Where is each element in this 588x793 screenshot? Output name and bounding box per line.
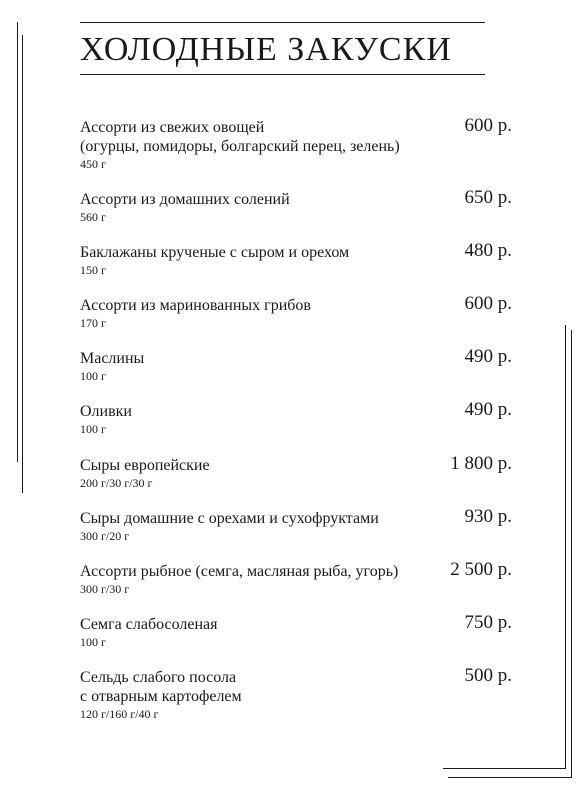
item-price: 1 800 р.: [450, 453, 512, 474]
frame-line-left-inner: [22, 35, 23, 493]
item-price: 490 р.: [464, 346, 512, 367]
item-weight: 300 г/30 г: [80, 582, 130, 596]
item-name-line2: с отварным картофелем: [80, 688, 242, 705]
menu-item: [80, 240, 518, 278]
menu-item: [80, 559, 518, 597]
item-weight: 450 г: [80, 157, 106, 171]
item-weight: 170 г: [80, 316, 106, 330]
item-weight: 100 г: [80, 369, 106, 383]
item-price: 600 р.: [464, 293, 512, 314]
menu-item: [80, 346, 518, 384]
item-weight: 560 г: [80, 210, 106, 224]
item-name: Ассорти из свежих овощей: [80, 119, 265, 136]
item-weight: 120 г/160 г/40 г: [80, 707, 159, 721]
item-name: Ассорти рыбное (семга, масляная рыба, угорь): [80, 563, 399, 580]
frame-line-left-outer: [17, 22, 18, 462]
frame-line-bottom-outer: [448, 777, 571, 778]
item-name: Ассорти из маринованных грибов: [80, 297, 311, 314]
item-weight: 200 г/30 г/30 г: [80, 476, 153, 490]
frame-line-bottom-inner: [443, 768, 565, 769]
item-price: 480 р.: [464, 240, 512, 261]
page-title: ХОЛОДНЫЕ ЗАКУСКИ: [80, 31, 452, 68]
item-weight: 150 г: [80, 263, 106, 277]
item-price: 2 500 р.: [450, 559, 512, 580]
item-name: Баклажаны крученые с сыром и орехом: [80, 244, 350, 261]
item-weight: 100 г: [80, 635, 106, 649]
frame-line-right-inner: [565, 325, 566, 769]
menu-item: [80, 115, 518, 172]
title-rule-top: [80, 22, 485, 23]
title-rule-bottom: [80, 74, 485, 75]
menu-item: [80, 453, 518, 491]
item-weight: 300 г/20 г: [80, 529, 130, 543]
item-price: 600 р.: [464, 115, 512, 136]
menu-item: [80, 506, 518, 544]
frame-line-right-outer: [571, 330, 572, 778]
menu-item: [80, 399, 518, 437]
item-price: 750 р.: [464, 612, 512, 633]
item-name: Ассорти из домашних солений: [80, 191, 290, 208]
item-price: 500 р.: [464, 665, 512, 686]
menu-item: [80, 293, 518, 331]
item-name: Оливки: [80, 403, 132, 420]
menu-item: [80, 612, 518, 650]
item-price: 930 р.: [464, 506, 512, 527]
item-price: 650 р.: [464, 187, 512, 208]
item-name: Маслины: [80, 350, 145, 367]
menu-item: [80, 187, 518, 225]
item-name-line2: (огурцы, помидоры, болгарский перец, зелень): [80, 138, 400, 155]
item-name: Сыры домашние с орехами и сухофруктами: [80, 510, 379, 527]
item-name: Семга слабосоленая: [80, 616, 218, 633]
item-name: Сельдь слабого посола: [80, 669, 237, 686]
item-weight: 100 г: [80, 422, 106, 436]
item-price: 490 р.: [464, 399, 512, 420]
item-name: Сыры европейские: [80, 457, 210, 474]
menu-item: [80, 665, 518, 722]
